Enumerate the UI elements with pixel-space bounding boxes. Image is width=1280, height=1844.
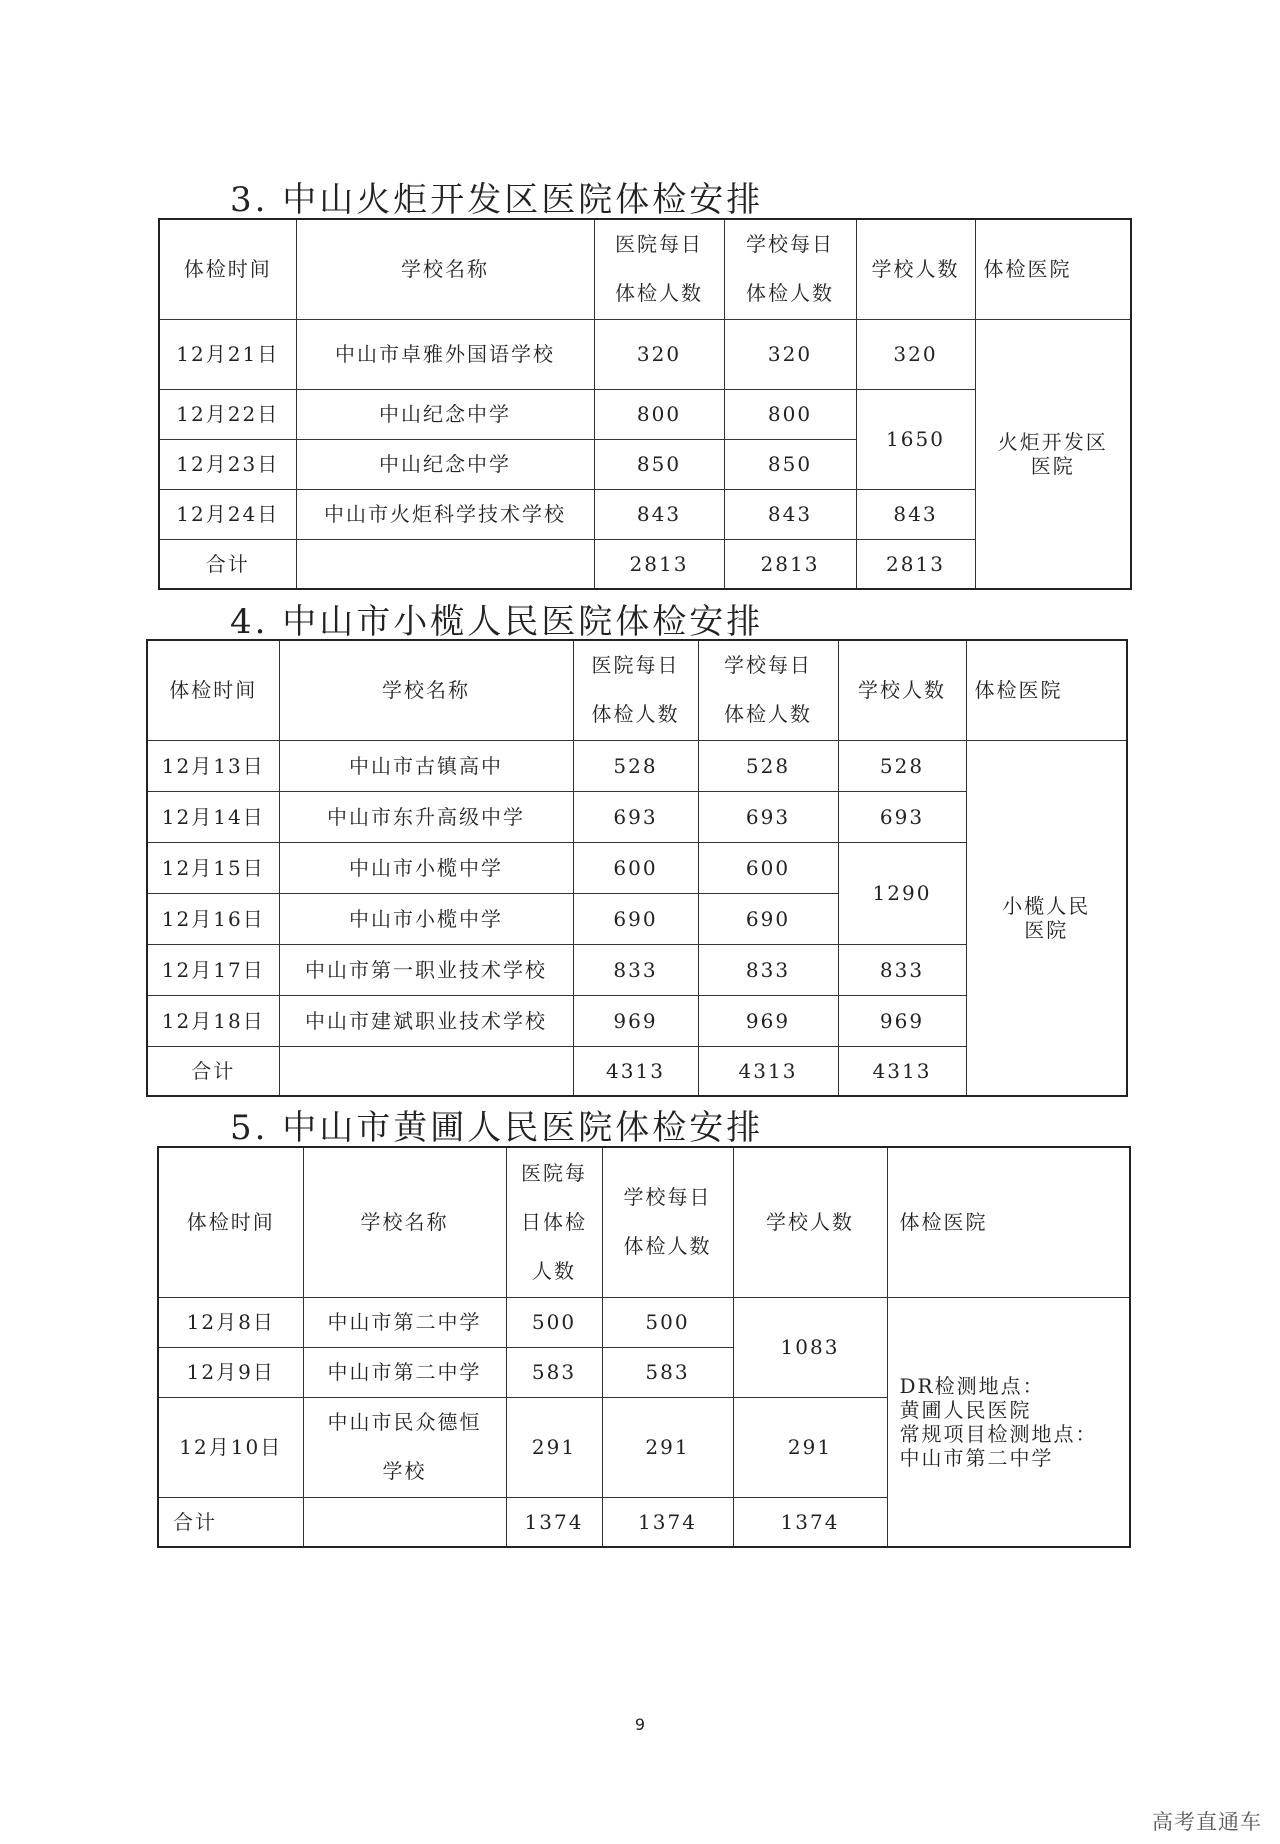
- school-daily-cell: 969: [698, 995, 838, 1046]
- school-daily-cell: 850: [724, 439, 856, 489]
- hospital-cell: DR检测地点： 黄圃人民医院 常规项目检测地点： 中山市第二中学: [887, 1297, 1130, 1547]
- header-cell: 学校人数: [856, 219, 975, 319]
- school-daily-total: 1374: [602, 1497, 733, 1547]
- hospital-daily-cell: 833: [573, 944, 698, 995]
- hospital-cell: 火炬开发区 医院: [975, 319, 1131, 589]
- header-cell: 学校人数: [733, 1147, 887, 1297]
- date-cell: 12月24日: [159, 489, 296, 539]
- date-cell: 12月16日: [147, 893, 279, 944]
- school-total-cell: 843: [856, 489, 975, 539]
- header-cell: 医院每日 体检人数: [594, 219, 724, 319]
- hospital-daily-total: 4313: [573, 1046, 698, 1096]
- hospital-daily-cell: 693: [573, 791, 698, 842]
- schedule-table: [157, 1146, 1131, 1548]
- total-label: 合计: [147, 1046, 279, 1096]
- date-cell: 12月15日: [147, 842, 279, 893]
- school-cell: 中山纪念中学: [296, 439, 594, 489]
- header-cell: 学校名称: [279, 640, 573, 740]
- school-daily-total: 4313: [698, 1046, 838, 1096]
- header-cell: 体检时间: [158, 1147, 303, 1297]
- school-total-cell: 320: [856, 319, 975, 389]
- header-cell: 学校每日 体检人数: [602, 1147, 733, 1297]
- school-cell: 中山市东升高级中学: [279, 791, 573, 842]
- date-cell: 12月23日: [159, 439, 296, 489]
- school-daily-total: 2813: [724, 539, 856, 589]
- school-cell: 中山市第二中学: [303, 1297, 506, 1347]
- hospital-daily-cell: 600: [573, 842, 698, 893]
- school-daily-cell: 583: [602, 1347, 733, 1397]
- date-cell: 12月8日: [158, 1297, 303, 1347]
- header-cell: 学校每日 体检人数: [698, 640, 838, 740]
- hospital-daily-cell: 850: [594, 439, 724, 489]
- school-daily-cell: 528: [698, 740, 838, 791]
- watermark: 高考直通车: [1152, 1810, 1262, 1834]
- school-daily-cell: 500: [602, 1297, 733, 1347]
- total-label: 合计: [159, 539, 296, 589]
- hospital-daily-cell: 291: [506, 1397, 602, 1497]
- date-cell: 12月14日: [147, 791, 279, 842]
- school-total-total: 1374: [733, 1497, 887, 1547]
- empty-cell: [303, 1497, 506, 1547]
- schedule-table: [158, 218, 1132, 590]
- school-daily-cell: 800: [724, 389, 856, 439]
- header-cell: 体检时间: [159, 219, 296, 319]
- page-number: 9: [634, 1715, 646, 1734]
- school-total-cell: 291: [733, 1397, 887, 1497]
- table-header-row: [158, 1147, 1130, 1297]
- header-cell: 体检医院: [887, 1147, 1130, 1297]
- date-cell: 12月9日: [158, 1347, 303, 1397]
- school-total-cell: 833: [838, 944, 966, 995]
- header-cell: 体检医院: [966, 640, 1127, 740]
- hospital-daily-cell: 969: [573, 995, 698, 1046]
- school-daily-cell: 291: [602, 1397, 733, 1497]
- table-row: [147, 740, 1127, 791]
- hospital-daily-cell: 690: [573, 893, 698, 944]
- school-cell: 中山市建斌职业技术学校: [279, 995, 573, 1046]
- hospital-cell: 小榄人民 医院: [966, 740, 1127, 1096]
- hospital-daily-cell: 320: [594, 319, 724, 389]
- schedule-table: [146, 639, 1128, 1097]
- empty-cell: [279, 1046, 573, 1096]
- date-cell: 12月18日: [147, 995, 279, 1046]
- header-cell: 体检医院: [975, 219, 1131, 319]
- date-cell: 12月17日: [147, 944, 279, 995]
- table-row: [159, 319, 1131, 389]
- date-cell: 12月22日: [159, 389, 296, 439]
- school-total-cell: 1083: [733, 1297, 887, 1397]
- header-cell: 体检时间: [147, 640, 279, 740]
- school-total-total: 4313: [838, 1046, 966, 1096]
- school-daily-cell: 600: [698, 842, 838, 893]
- total-label: 合计: [158, 1497, 303, 1547]
- school-cell: 中山纪念中学: [296, 389, 594, 439]
- school-cell: 中山市小榄中学: [279, 893, 573, 944]
- school-cell: 中山市卓雅外国语学校: [296, 319, 594, 389]
- header-cell: 学校名称: [303, 1147, 506, 1297]
- school-cell: 中山市第二中学: [303, 1347, 506, 1397]
- date-cell: 12月21日: [159, 319, 296, 389]
- school-cell: 中山市古镇高中: [279, 740, 573, 791]
- hospital-daily-total: 2813: [594, 539, 724, 589]
- school-total-cell: 1290: [838, 842, 966, 944]
- date-cell: 12月13日: [147, 740, 279, 791]
- table-header-row: [159, 219, 1131, 319]
- hospital-daily-cell: 583: [506, 1347, 602, 1397]
- header-cell: 学校每日 体检人数: [724, 219, 856, 319]
- school-total-cell: 1650: [856, 389, 975, 489]
- hospital-daily-cell: 800: [594, 389, 724, 439]
- school-daily-cell: 833: [698, 944, 838, 995]
- section-title: 5. 中山市黄圃人民医院体检安排: [230, 1108, 764, 1148]
- school-total-cell: 528: [838, 740, 966, 791]
- header-cell: 医院每 日体检 人数: [506, 1147, 602, 1297]
- school-total-total: 2813: [856, 539, 975, 589]
- date-cell: 12月10日: [158, 1397, 303, 1497]
- hospital-daily-cell: 528: [573, 740, 698, 791]
- header-cell: 学校人数: [838, 640, 966, 740]
- section-title: 3. 中山火炬开发区医院体检安排: [230, 180, 764, 220]
- table-row: [158, 1297, 1130, 1347]
- hospital-daily-cell: 843: [594, 489, 724, 539]
- school-daily-cell: 690: [698, 893, 838, 944]
- school-daily-cell: 843: [724, 489, 856, 539]
- section-title: 4. 中山市小榄人民医院体检安排: [230, 602, 764, 642]
- school-total-cell: 969: [838, 995, 966, 1046]
- school-total-cell: 693: [838, 791, 966, 842]
- header-cell: 医院每日 体检人数: [573, 640, 698, 740]
- school-cell: 中山市小榄中学: [279, 842, 573, 893]
- school-daily-cell: 320: [724, 319, 856, 389]
- school-cell: 中山市第一职业技术学校: [279, 944, 573, 995]
- empty-cell: [296, 539, 594, 589]
- hospital-daily-cell: 500: [506, 1297, 602, 1347]
- school-cell: 中山市火炬科学技术学校: [296, 489, 594, 539]
- table-header-row: [147, 640, 1127, 740]
- hospital-daily-total: 1374: [506, 1497, 602, 1547]
- school-cell: 中山市民众德恒 学校: [303, 1397, 506, 1497]
- header-cell: 学校名称: [296, 219, 594, 319]
- school-daily-cell: 693: [698, 791, 838, 842]
